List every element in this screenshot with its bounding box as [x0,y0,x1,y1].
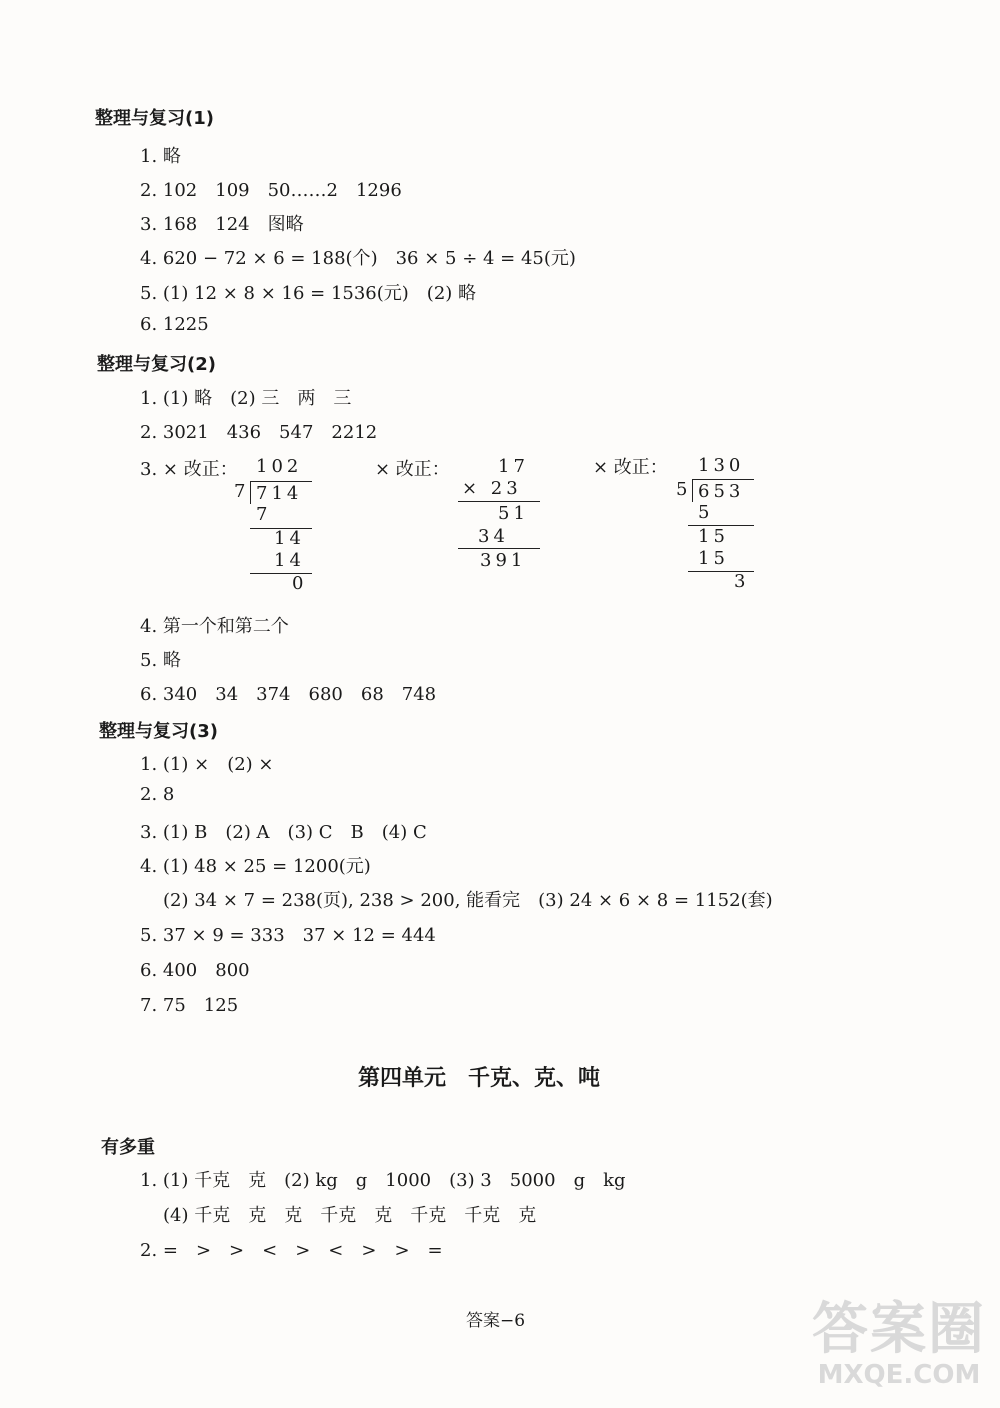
answer-line: 2. 8 [140,784,175,805]
step: 14 [274,550,305,571]
vertical-multiplication-17x23 [454,456,554,576]
answer-line: (4) 千克 克 克 千克 克 千克 千克 克 [163,1205,537,1226]
answer-line: 3. 168 124 图略 [140,214,304,235]
partial-product: 34 [478,526,509,547]
watermark-site: MXQE.COM [817,1360,981,1390]
answer-line: 4. 第一个和第二个 [140,616,289,637]
dividend: 653 [698,481,745,502]
multiplicand: 17 [498,456,529,477]
long-division-714-by-7 [228,456,328,596]
answer-line: 2. = > > < > < > > = [140,1240,443,1261]
step: 5 [698,502,714,523]
section-title-review-1: 整理与复习(1) [95,108,214,129]
division-bracket [692,479,693,502]
step: 14 [274,528,305,549]
multiplier: × 23 [462,478,522,499]
answer-line: 1. 略 [140,146,181,167]
step: 15 [698,526,729,547]
answer-line: 5. 37 × 9 = 333 37 × 12 = 444 [140,925,436,946]
watermark-text: 答案圈 [812,1297,986,1362]
q3-label: 3. × 改正： [140,459,238,480]
quotient: 130 [698,455,745,476]
long-division-653-by-5 [670,455,770,595]
answer-line: 5. 略 [140,650,181,671]
answer-line: 1. (1) × (2) × [140,754,274,775]
answer-line: (2) 34 × 7 = 238(页), 238 > 200, 能看完 (3) 24 × 6 × 8 = 1152(套) [163,890,773,911]
answer-line: 2. 102 109 50……2 1296 [140,180,402,201]
division-bar [692,479,754,480]
rule [458,548,540,549]
fix-label: × 改正： [375,459,450,480]
page-number: 答案−6 [466,1311,526,1331]
answer-line: 7. 75 125 [140,995,239,1016]
answer-line: 6. 400 800 [140,960,250,981]
answer-line: 4. (1) 48 × 25 = 1200(元) [140,856,371,877]
answer-line: 2. 3021 436 547 2212 [140,422,378,443]
answer-line: 1. (1) 千克 克 (2) kg g 1000 (3) 3 5000 g kg [140,1170,626,1191]
answer-line: 1. (1) 略 (2) 三 两 三 [140,388,352,409]
answer-line: 6. 340 34 374 680 68 748 [140,684,437,705]
section-title-review-3: 整理与复习(3) [99,721,218,742]
partial-product: 51 [498,503,529,524]
dividend: 714 [256,483,303,504]
answer-line: 4. 620 − 72 × 6 = 188(个) 36 × 5 ÷ 4 = 45(元) [140,248,576,269]
quotient: 102 [256,456,303,477]
answer-line: 5. (1) 12 × 8 × 16 = 1536(元) (2) 略 [140,283,477,304]
unit-heading: 第四单元 千克、克、吨 [358,1066,601,1091]
divisor: 7 [234,481,250,502]
division-bracket [250,481,251,504]
divisor: 5 [676,479,692,500]
remainder: 3 [734,571,750,592]
remainder: 0 [292,573,308,594]
answer-line: 6. 1225 [140,314,209,335]
watermark-logo [812,1297,986,1390]
section-title-weight: 有多重 [101,1137,155,1158]
section-title-review-2: 整理与复习(2) [97,354,216,375]
division-bar [250,481,312,482]
product: 391 [480,550,527,571]
rule [458,501,540,502]
fix-label: × 改正： [593,457,668,478]
step: 15 [698,548,729,569]
answer-line: 3. (1) B (2) A (3) C B (4) C [140,822,427,843]
step: 7 [256,504,272,525]
